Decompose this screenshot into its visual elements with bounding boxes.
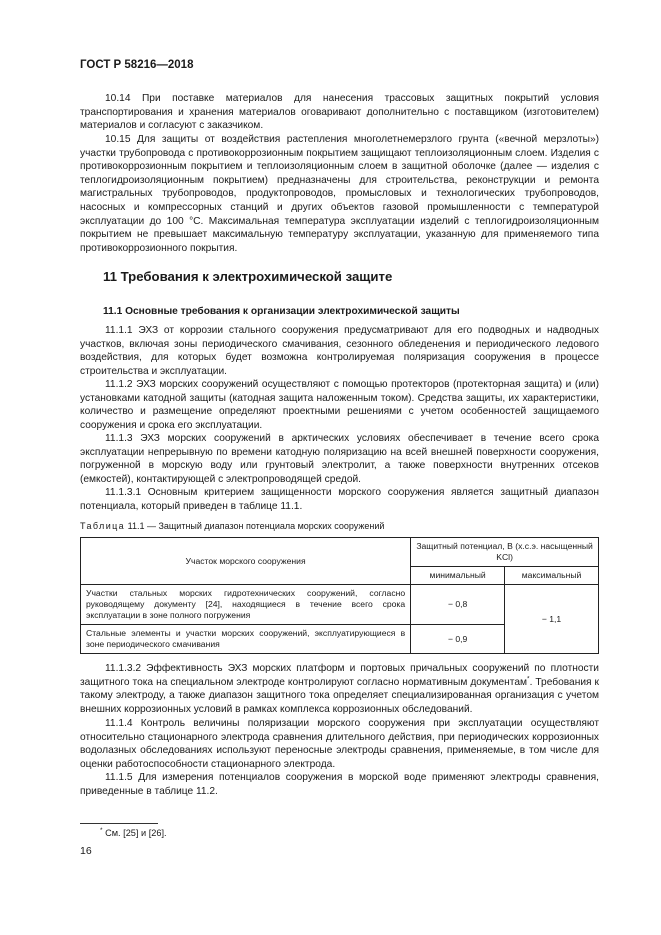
section-heading-11: 11 Требования к электрохимической защите: [103, 269, 393, 284]
row-section: Участки стальных морских гидротехнических сооружений, согласно руководящему документу [24], находящиеся в течение всего срока эксплуатации в зоне полного погружения: [81, 585, 411, 625]
footnote-reference: *: [527, 675, 530, 683]
footnote: [100, 828, 167, 838]
footnote-text: См. [25] и [26].: [105, 828, 167, 838]
paragraph-11-1-4: 11.1.4 Контроль величины поляризации морского сооружения при эксплуатации осуществляют относительно стационарного электрода сравнения длительного действия, при периодических коррозионных водолазных обследованиях используют переносные электроды сравнения, применяемые, в том числе для оценки работоспособности стационарного электрода.: [80, 718, 599, 770]
row-section: Стальные элементы и участки морских сооружений, эксплуатирующиеся в зоне периодического смачивания: [81, 625, 411, 654]
paragraph-11-1-3-2: [80, 662, 599, 716]
table-caption: [80, 521, 384, 531]
paragraph-11-1-3-1: 11.1.3.1 Основным критерием защищенности морского сооружения является защитный диапазон потенциала, который приведен в таблице 11.1.: [80, 487, 599, 512]
paragraph-11-1-3: 11.1.3 ЭХЗ морских сооружений в арктических условиях обеспечивает в течение всего срока эксплуатации непрерывную по времени катодную поляризацию на всей внешней поверхности сооружения, погруженной в морскую воду или грунтовый электролит, а также поверхности внутренних отсеков (емкостей), контактирующей с электропроводящей средой.: [80, 433, 599, 485]
header-section: Участок морского сооружения: [81, 538, 411, 585]
paragraph-11-1-1: 11.1.1 ЭХЗ от коррозии стального сооружения предусматривают для его подводных и надводных участков, включая зоны периодического смачивания, сезонного обледенения и периодического ледового воздействия, для которых будет возможна контролируемая поляризация сооружения в процессе строительства и эксплуатации.: [80, 325, 599, 377]
table-caption-text: 11.1 — Защитный диапазон потенциала морских сооружений: [127, 521, 385, 531]
row-min: − 0,8: [411, 585, 505, 625]
footnote-separator: [80, 823, 158, 824]
header-min: минимальный: [411, 567, 505, 585]
row-max: − 1,1: [505, 585, 599, 654]
footnote-mark: *: [100, 826, 103, 834]
document-header: ГОСТ Р 58216—2018: [80, 59, 194, 71]
table-caption-word: Таблица: [80, 521, 126, 531]
paragraph-10-14: 10.14 При поставке материалов для нанесения трассовых защитных покрытий условия транспортирования и хранения материалов оговаривают дополнительно с поставщиком (изготовителем) материалов и согласуют с заказчиком.: [80, 93, 599, 132]
page-number: 16: [80, 845, 92, 857]
header-max: максимальный: [505, 567, 599, 585]
paragraph-11-1-3-2-end: . Требования к такому электроду, а также диапазон защитного тока определяет специализированная организация с учетом внешних коррозионных условий в рамках комплекса коррозионных обследований.: [80, 676, 599, 715]
paragraph-10-15: 10.15 Для защиты от воздействия растепления многолетнемерзлого грунта («вечной мерзлоты») участки трубопровода с противокоррозионным покрытием защищают теплоизоляционным слоем. Изделия с противокоррозионным покрытием и теплоизоляционным слоем в защитной оболочке (далее — изделия с теплогидроизоляционным покрытием) предназначены для строительства, реконструкции и ремонта магистральных трубопроводов, продуктопроводов, промысловых и технологических трубопроводов, насосных и компрессорных станций и других объектов газовой промышленности с температурой эксплуатации до 100 °С. Максимальная температура эксплуатации изделий с теплогидроизоляционным покрытием не превышает максимальную температуру эксплуатации, указанную для применяемого типа противокоррозионного покрытия.: [80, 134, 599, 254]
table-header-row: [81, 538, 599, 567]
potential-range-table: [80, 537, 599, 654]
table-row: [81, 585, 599, 625]
paragraph-11-1-3-2-start: 11.1.3.2 Эффективность ЭХЗ морских платформ и портовых причальных сооружений по плотности защитного тока на специальном электроде контролируют согласно нормативным документам: [80, 663, 599, 688]
header-potential: Защитный потенциал, В (х.с.э. насыщенный KCl): [411, 538, 599, 567]
paragraph-11-1-5: 11.1.5 Для измерения потенциалов сооружения в морской воде применяют электроды сравнения, приведенные в таблице 11.2.: [80, 772, 599, 797]
subsection-heading-11-1: 11.1 Основные требования к организации электрохимической защиты: [103, 306, 460, 317]
row-min: − 0,9: [411, 625, 505, 654]
paragraph-11-1-2: 11.1.2 ЭХЗ морских сооружений осуществляют с помощью протекторов (протекторная защита) и (или) установками катодной защиты (катодная защита наложенным током). Средства защиты, их характеристики, количество и размещение определяют проектными решениями с учетом особенностей защищаемого сооружения и срока его эксплуатации.: [80, 379, 599, 431]
